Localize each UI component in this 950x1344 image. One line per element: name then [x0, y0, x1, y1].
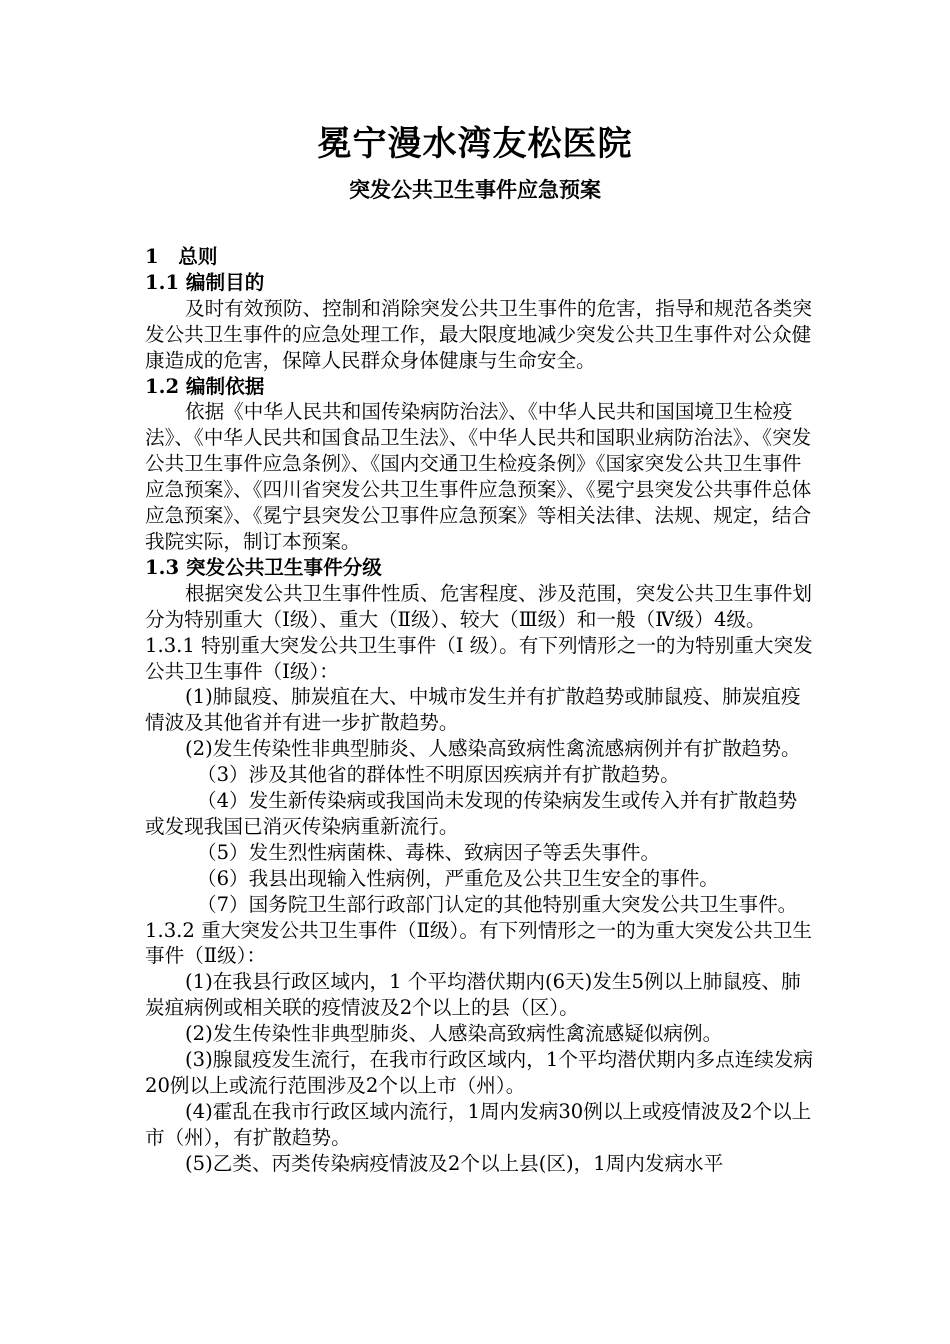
subsection-paragraph: 1.3.2 重大突发公共卫生事件（Ⅱ级）。有下列情形之一的为重大突发公共卫生事件（Ⅱ级）：: [145, 918, 813, 968]
section-heading: 1 总则: [145, 245, 218, 268]
paragraph: 及时有效预防、控制和消除突发公共卫生事件的危害，指导和规范各类突发公共卫生事件的应急处理工作，最大限度地减少突发公共卫生事件对公众健康造成的危害，保障人民群众身体健康与生命安全。: [145, 296, 812, 372]
document-title: 冕宁漫水湾友松医院: [317, 124, 633, 164]
document-body: [145, 244, 815, 1177]
paragraph: (4)霍乱在我市行政区域内流行，1周内发病30例以上或疫情波及2个以上市（州），有扩散趋势。: [145, 1099, 812, 1149]
paragraph: (2)发生传染性非典型肺炎、人感染高致病性禽流感病例并有扩散趋势。: [185, 737, 801, 761]
list-item: （4）发生新传染病或我国尚未发现的传染病发生或传入并有扩散趋势或发现我国已消灭传染病重新流行。: [145, 789, 798, 838]
list-item: （7）国务院卫生部行政部门认定的其他特别重大突发公共卫生事件。: [197, 892, 798, 916]
paragraph: (1)肺鼠疫、肺炭疽在大、中城市发生并有扩散趋势或肺鼠疫、肺炭疽疫情波及其他省并有进一步扩散趋势。: [145, 685, 801, 735]
section-heading: 1.1 编制目的: [145, 270, 265, 294]
list-item: （6）我县出现输入性病例，严重危及公共卫生安全的事件。: [197, 866, 719, 890]
document-subtitle: 突发公共卫生事件应急预案: [349, 177, 601, 202]
paragraph: (5)乙类、丙类传染病疫情波及2个以上县(区)，1周内发病水平: [185, 1151, 724, 1175]
paragraph: 根据突发公共卫生事件性质、危害程度、涉及范围，突发公共卫生事件划分为特别重大（Ⅰ级）、重大（Ⅱ级）、较大（Ⅲ级）和一般（Ⅳ级）4级。: [145, 581, 812, 631]
paragraph: (3)腺鼠疫发生流行，在我市行政区域内，1个平均潜伏期内多点连续发病20例以上或流行范围涉及2个以上市（州）。: [145, 1048, 814, 1097]
section-heading: 1.2 编制依据: [145, 374, 265, 398]
paragraph: (1)在我县行政区域内，1 个平均潜伏期内(6天)发生5例以上肺鼠疫、肺炭疽病例或相关联的疫情波及2个以上的县（区）。: [145, 970, 801, 1020]
list-item: （5）发生烈性病菌株、毒株、致病因子等丢失事件。: [197, 840, 661, 864]
paragraph: (2)发生传染性非典型肺炎、人感染高致病性禽流感疑似病例。: [185, 1022, 723, 1046]
section-heading: 1.3 突发公共卫生事件分级: [145, 555, 382, 579]
list-item: （3）涉及其他省的群体性不明原因疾病并有扩散趋势。: [197, 763, 680, 787]
subsection-paragraph: 1.3.1 特别重大突发公共卫生事件（Ⅰ 级）。有下列情形之一的为特别重大突发公共卫生事件（Ⅰ级）：: [145, 633, 813, 683]
paragraph: 依据《中华人民共和国传染病防治法》、《中华人民共和国国境卫生检疫法》、《中华人民共和国食品卫生法》、《中华人民共和国职业病防治法》、《突发公共卫生事件应急条例》、《国内交通卫生检疫条例》《国家突发公共卫生事件应急预案》、《四川省突发公共卫生事件应急预案》、《冕宁县突发公共事件总体应急预案》、《冕宁县突发公卫事件应急预案》等相关法律、法规、规定，结合我院实际，制订本预案。: [145, 400, 812, 553]
